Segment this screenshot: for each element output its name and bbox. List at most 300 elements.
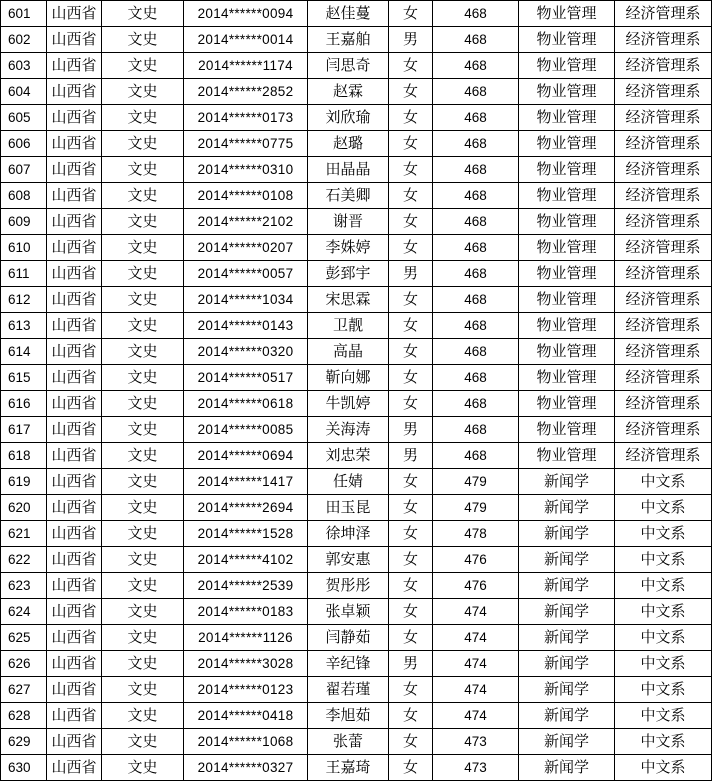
cell-department: 中文系 — [615, 677, 712, 703]
cell-score: 468 — [433, 443, 519, 469]
cell-category: 文史 — [102, 235, 184, 261]
table-row — [1, 1, 712, 27]
cell-major: 新闻学 — [519, 755, 615, 781]
cell-exam-id: 2014******0327 — [184, 755, 308, 781]
cell-exam-id: 2014******2539 — [184, 573, 308, 599]
cell-score: 468 — [433, 105, 519, 131]
cell-category: 文史 — [102, 703, 184, 729]
table-row — [1, 573, 712, 599]
cell-department: 经济管理系 — [615, 287, 712, 313]
cell-score: 468 — [433, 391, 519, 417]
cell-name: 刘忠荣 — [308, 443, 389, 469]
cell-score: 468 — [433, 27, 519, 53]
cell-major: 新闻学 — [519, 573, 615, 599]
cell-name: 石美卿 — [308, 183, 389, 209]
cell-gender: 女 — [389, 313, 433, 339]
cell-department: 中文系 — [615, 547, 712, 573]
cell-score: 474 — [433, 703, 519, 729]
cell-category: 文史 — [102, 53, 184, 79]
cell-department: 中文系 — [615, 729, 712, 755]
cell-category: 文史 — [102, 79, 184, 105]
cell-province: 山西省 — [47, 469, 102, 495]
table-row — [1, 235, 712, 261]
cell-province: 山西省 — [47, 131, 102, 157]
cell-major: 新闻学 — [519, 521, 615, 547]
cell-name: 王嘉舶 — [308, 27, 389, 53]
cell-index: 622 — [1, 547, 47, 573]
cell-index: 607 — [1, 157, 47, 183]
table-row — [1, 755, 712, 781]
cell-major: 物业管理 — [519, 1, 615, 27]
cell-score: 474 — [433, 651, 519, 677]
cell-category: 文史 — [102, 313, 184, 339]
cell-province: 山西省 — [47, 651, 102, 677]
cell-gender: 女 — [389, 183, 433, 209]
cell-major: 物业管理 — [519, 157, 615, 183]
cell-score: 476 — [433, 573, 519, 599]
table-row — [1, 131, 712, 157]
cell-exam-id: 2014******0014 — [184, 27, 308, 53]
cell-name: 徐坤泽 — [308, 521, 389, 547]
cell-province: 山西省 — [47, 339, 102, 365]
cell-category: 文史 — [102, 105, 184, 131]
cell-gender: 女 — [389, 703, 433, 729]
cell-exam-id: 2014******0310 — [184, 157, 308, 183]
cell-major: 新闻学 — [519, 625, 615, 651]
cell-gender: 女 — [389, 365, 433, 391]
cell-department: 经济管理系 — [615, 105, 712, 131]
cell-major: 物业管理 — [519, 131, 615, 157]
cell-major: 物业管理 — [519, 235, 615, 261]
cell-department: 经济管理系 — [615, 27, 712, 53]
cell-category: 文史 — [102, 755, 184, 781]
cell-department: 中文系 — [615, 573, 712, 599]
cell-index: 602 — [1, 27, 47, 53]
cell-index: 623 — [1, 573, 47, 599]
cell-major: 新闻学 — [519, 729, 615, 755]
cell-gender: 女 — [389, 339, 433, 365]
cell-major: 物业管理 — [519, 27, 615, 53]
cell-exam-id: 2014******0173 — [184, 105, 308, 131]
cell-category: 文史 — [102, 469, 184, 495]
cell-category: 文史 — [102, 287, 184, 313]
cell-name: 谢晋 — [308, 209, 389, 235]
cell-department: 中文系 — [615, 703, 712, 729]
cell-exam-id: 2014******1126 — [184, 625, 308, 651]
cell-exam-id: 2014******2852 — [184, 79, 308, 105]
cell-major: 物业管理 — [519, 105, 615, 131]
cell-department: 经济管理系 — [615, 365, 712, 391]
cell-name: 闫静茹 — [308, 625, 389, 651]
table-row — [1, 27, 712, 53]
cell-score: 473 — [433, 729, 519, 755]
cell-index: 619 — [1, 469, 47, 495]
cell-index: 614 — [1, 339, 47, 365]
cell-index: 612 — [1, 287, 47, 313]
cell-name: 靳向娜 — [308, 365, 389, 391]
cell-major: 物业管理 — [519, 53, 615, 79]
cell-department: 经济管理系 — [615, 391, 712, 417]
cell-province: 山西省 — [47, 599, 102, 625]
table-row — [1, 625, 712, 651]
cell-exam-id: 2014******1068 — [184, 729, 308, 755]
cell-name: 高晶 — [308, 339, 389, 365]
cell-score: 474 — [433, 599, 519, 625]
cell-province: 山西省 — [47, 53, 102, 79]
cell-category: 文史 — [102, 651, 184, 677]
cell-province: 山西省 — [47, 235, 102, 261]
cell-category: 文史 — [102, 339, 184, 365]
cell-exam-id: 2014******0057 — [184, 261, 308, 287]
cell-category: 文史 — [102, 443, 184, 469]
cell-exam-id: 2014******0085 — [184, 417, 308, 443]
cell-department: 中文系 — [615, 599, 712, 625]
cell-category: 文史 — [102, 391, 184, 417]
table-row — [1, 365, 712, 391]
cell-gender: 男 — [389, 443, 433, 469]
cell-index: 629 — [1, 729, 47, 755]
cell-name: 翟若瑾 — [308, 677, 389, 703]
cell-index: 613 — [1, 313, 47, 339]
cell-category: 文史 — [102, 1, 184, 27]
cell-exam-id: 2014******0094 — [184, 1, 308, 27]
cell-major: 物业管理 — [519, 391, 615, 417]
cell-name: 赵璐 — [308, 131, 389, 157]
table-row — [1, 443, 712, 469]
cell-score: 468 — [433, 1, 519, 27]
cell-exam-id: 2014******0775 — [184, 131, 308, 157]
cell-category: 文史 — [102, 625, 184, 651]
cell-name: 宋思霖 — [308, 287, 389, 313]
cell-gender: 女 — [389, 677, 433, 703]
table-row — [1, 339, 712, 365]
cell-province: 山西省 — [47, 391, 102, 417]
cell-category: 文史 — [102, 417, 184, 443]
cell-index: 615 — [1, 365, 47, 391]
cell-province: 山西省 — [47, 261, 102, 287]
cell-major: 新闻学 — [519, 495, 615, 521]
cell-index: 610 — [1, 235, 47, 261]
cell-gender: 女 — [389, 53, 433, 79]
cell-name: 卫靓 — [308, 313, 389, 339]
cell-department: 经济管理系 — [615, 443, 712, 469]
cell-exam-id: 2014******0517 — [184, 365, 308, 391]
table-body — [1, 1, 712, 781]
cell-gender: 男 — [389, 27, 433, 53]
cell-major: 物业管理 — [519, 183, 615, 209]
cell-department: 中文系 — [615, 521, 712, 547]
cell-score: 468 — [433, 261, 519, 287]
cell-department: 经济管理系 — [615, 313, 712, 339]
cell-major: 新闻学 — [519, 677, 615, 703]
cell-gender: 女 — [389, 235, 433, 261]
table-row — [1, 105, 712, 131]
cell-gender: 男 — [389, 417, 433, 443]
cell-province: 山西省 — [47, 209, 102, 235]
cell-index: 616 — [1, 391, 47, 417]
cell-name: 辛纪锋 — [308, 651, 389, 677]
cell-category: 文史 — [102, 677, 184, 703]
cell-exam-id: 2014******0108 — [184, 183, 308, 209]
cell-gender: 女 — [389, 495, 433, 521]
cell-province: 山西省 — [47, 27, 102, 53]
cell-score: 468 — [433, 339, 519, 365]
cell-gender: 女 — [389, 105, 433, 131]
cell-score: 468 — [433, 287, 519, 313]
table-row — [1, 157, 712, 183]
cell-index: 609 — [1, 209, 47, 235]
cell-name: 赵佳蔓 — [308, 1, 389, 27]
cell-category: 文史 — [102, 157, 184, 183]
cell-exam-id: 2014******0143 — [184, 313, 308, 339]
cell-province: 山西省 — [47, 157, 102, 183]
cell-exam-id: 2014******1174 — [184, 53, 308, 79]
cell-score: 468 — [433, 209, 519, 235]
cell-department: 经济管理系 — [615, 235, 712, 261]
cell-score: 468 — [433, 131, 519, 157]
cell-province: 山西省 — [47, 755, 102, 781]
cell-index: 625 — [1, 625, 47, 651]
cell-department: 经济管理系 — [615, 339, 712, 365]
cell-exam-id: 2014******2694 — [184, 495, 308, 521]
cell-exam-id: 2014******0418 — [184, 703, 308, 729]
cell-major: 物业管理 — [519, 313, 615, 339]
table-row — [1, 599, 712, 625]
cell-name: 任婧 — [308, 469, 389, 495]
cell-exam-id: 2014******0123 — [184, 677, 308, 703]
cell-index: 605 — [1, 105, 47, 131]
cell-department: 经济管理系 — [615, 131, 712, 157]
cell-gender: 女 — [389, 625, 433, 651]
cell-gender: 男 — [389, 261, 433, 287]
cell-score: 479 — [433, 495, 519, 521]
cell-name: 田玉昆 — [308, 495, 389, 521]
cell-exam-id: 2014******1528 — [184, 521, 308, 547]
cell-province: 山西省 — [47, 521, 102, 547]
cell-name: 赵霖 — [308, 79, 389, 105]
cell-exam-id: 2014******2102 — [184, 209, 308, 235]
cell-province: 山西省 — [47, 287, 102, 313]
table-row — [1, 313, 712, 339]
cell-major: 物业管理 — [519, 261, 615, 287]
table-row — [1, 703, 712, 729]
cell-exam-id: 2014******0618 — [184, 391, 308, 417]
table-row — [1, 79, 712, 105]
cell-category: 文史 — [102, 729, 184, 755]
cell-gender: 女 — [389, 391, 433, 417]
cell-department: 中文系 — [615, 469, 712, 495]
cell-gender: 女 — [389, 79, 433, 105]
cell-score: 468 — [433, 417, 519, 443]
cell-department: 中文系 — [615, 625, 712, 651]
cell-index: 628 — [1, 703, 47, 729]
cell-index: 617 — [1, 417, 47, 443]
cell-index: 624 — [1, 599, 47, 625]
cell-category: 文史 — [102, 365, 184, 391]
cell-gender: 女 — [389, 521, 433, 547]
cell-name: 李旭茹 — [308, 703, 389, 729]
cell-major: 物业管理 — [519, 365, 615, 391]
cell-major: 物业管理 — [519, 443, 615, 469]
cell-name: 张卓颖 — [308, 599, 389, 625]
cell-name: 彭郅宇 — [308, 261, 389, 287]
cell-gender: 女 — [389, 547, 433, 573]
cell-name: 闫思奇 — [308, 53, 389, 79]
cell-province: 山西省 — [47, 313, 102, 339]
cell-score: 468 — [433, 365, 519, 391]
cell-index: 606 — [1, 131, 47, 157]
table-row — [1, 677, 712, 703]
cell-category: 文史 — [102, 573, 184, 599]
table-row — [1, 209, 712, 235]
cell-name: 贺彤彤 — [308, 573, 389, 599]
cell-major: 新闻学 — [519, 651, 615, 677]
cell-name: 郭安惠 — [308, 547, 389, 573]
cell-province: 山西省 — [47, 625, 102, 651]
cell-name: 王嘉琦 — [308, 755, 389, 781]
cell-index: 626 — [1, 651, 47, 677]
cell-score: 468 — [433, 183, 519, 209]
cell-exam-id: 2014******3028 — [184, 651, 308, 677]
cell-province: 山西省 — [47, 365, 102, 391]
cell-score: 474 — [433, 677, 519, 703]
cell-province: 山西省 — [47, 1, 102, 27]
cell-gender: 女 — [389, 469, 433, 495]
cell-gender: 女 — [389, 131, 433, 157]
cell-score: 468 — [433, 53, 519, 79]
cell-category: 文史 — [102, 521, 184, 547]
cell-department: 经济管理系 — [615, 1, 712, 27]
cell-major: 新闻学 — [519, 599, 615, 625]
table-row — [1, 183, 712, 209]
cell-category: 文史 — [102, 209, 184, 235]
table-row — [1, 287, 712, 313]
cell-score: 468 — [433, 235, 519, 261]
cell-department: 经济管理系 — [615, 209, 712, 235]
cell-score: 478 — [433, 521, 519, 547]
cell-exam-id: 2014******1417 — [184, 469, 308, 495]
cell-major: 新闻学 — [519, 703, 615, 729]
cell-province: 山西省 — [47, 495, 102, 521]
cell-major: 物业管理 — [519, 209, 615, 235]
cell-exam-id: 2014******0320 — [184, 339, 308, 365]
table-row — [1, 469, 712, 495]
cell-province: 山西省 — [47, 729, 102, 755]
cell-major: 物业管理 — [519, 79, 615, 105]
cell-index: 621 — [1, 521, 47, 547]
cell-major: 物业管理 — [519, 339, 615, 365]
cell-exam-id: 2014******1034 — [184, 287, 308, 313]
cell-name: 关海涛 — [308, 417, 389, 443]
cell-province: 山西省 — [47, 443, 102, 469]
cell-gender: 女 — [389, 287, 433, 313]
cell-province: 山西省 — [47, 703, 102, 729]
cell-province: 山西省 — [47, 573, 102, 599]
cell-score: 468 — [433, 157, 519, 183]
cell-index: 601 — [1, 1, 47, 27]
cell-gender: 女 — [389, 1, 433, 27]
cell-province: 山西省 — [47, 183, 102, 209]
cell-category: 文史 — [102, 495, 184, 521]
cell-name: 刘欣瑜 — [308, 105, 389, 131]
cell-category: 文史 — [102, 547, 184, 573]
cell-gender: 男 — [389, 651, 433, 677]
cell-gender: 女 — [389, 209, 433, 235]
cell-department: 经济管理系 — [615, 183, 712, 209]
cell-major: 物业管理 — [519, 287, 615, 313]
table-row — [1, 521, 712, 547]
cell-category: 文史 — [102, 261, 184, 287]
cell-index: 604 — [1, 79, 47, 105]
cell-major: 新闻学 — [519, 469, 615, 495]
cell-index: 611 — [1, 261, 47, 287]
cell-exam-id: 2014******0694 — [184, 443, 308, 469]
cell-department: 经济管理系 — [615, 261, 712, 287]
cell-score: 476 — [433, 547, 519, 573]
cell-major: 新闻学 — [519, 547, 615, 573]
cell-department: 中文系 — [615, 651, 712, 677]
cell-gender: 女 — [389, 755, 433, 781]
cell-index: 608 — [1, 183, 47, 209]
cell-score: 474 — [433, 625, 519, 651]
cell-gender: 女 — [389, 599, 433, 625]
cell-department: 经济管理系 — [615, 79, 712, 105]
cell-name: 牛凯婷 — [308, 391, 389, 417]
cell-gender: 女 — [389, 729, 433, 755]
cell-gender: 女 — [389, 573, 433, 599]
cell-score: 479 — [433, 469, 519, 495]
cell-exam-id: 2014******0207 — [184, 235, 308, 261]
cell-category: 文史 — [102, 599, 184, 625]
cell-index: 603 — [1, 53, 47, 79]
cell-score: 468 — [433, 79, 519, 105]
cell-category: 文史 — [102, 27, 184, 53]
cell-province: 山西省 — [47, 677, 102, 703]
table-row — [1, 547, 712, 573]
cell-department: 中文系 — [615, 495, 712, 521]
cell-department: 经济管理系 — [615, 417, 712, 443]
cell-major: 物业管理 — [519, 417, 615, 443]
cell-name: 李姝婷 — [308, 235, 389, 261]
cell-index: 627 — [1, 677, 47, 703]
table-row — [1, 729, 712, 755]
cell-name: 张蕾 — [308, 729, 389, 755]
cell-index: 630 — [1, 755, 47, 781]
cell-department: 经济管理系 — [615, 53, 712, 79]
cell-exam-id: 2014******0183 — [184, 599, 308, 625]
cell-province: 山西省 — [47, 547, 102, 573]
cell-province: 山西省 — [47, 79, 102, 105]
table-row — [1, 417, 712, 443]
cell-exam-id: 2014******4102 — [184, 547, 308, 573]
table-row — [1, 651, 712, 677]
cell-department: 中文系 — [615, 755, 712, 781]
table-row — [1, 391, 712, 417]
cell-index: 620 — [1, 495, 47, 521]
cell-category: 文史 — [102, 183, 184, 209]
cell-province: 山西省 — [47, 105, 102, 131]
cell-index: 618 — [1, 443, 47, 469]
table-row — [1, 261, 712, 287]
table-row — [1, 495, 712, 521]
cell-province: 山西省 — [47, 417, 102, 443]
cell-gender: 女 — [389, 157, 433, 183]
cell-department: 经济管理系 — [615, 157, 712, 183]
table-row — [1, 53, 712, 79]
cell-category: 文史 — [102, 131, 184, 157]
cell-name: 田晶晶 — [308, 157, 389, 183]
cell-score: 473 — [433, 755, 519, 781]
